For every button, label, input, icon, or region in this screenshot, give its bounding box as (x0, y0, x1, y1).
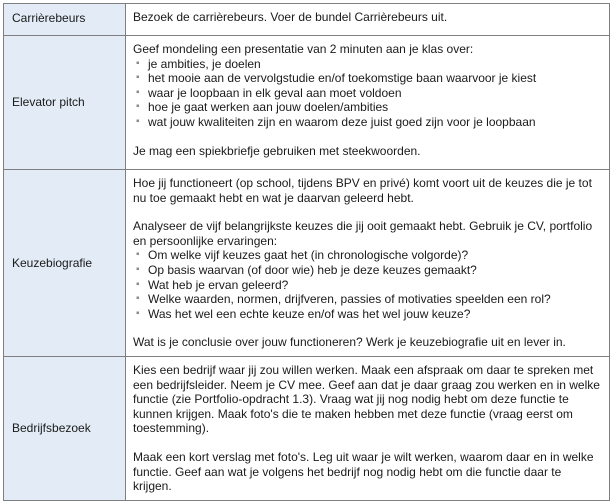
row-label: Elevator pitch (4, 36, 126, 170)
paragraph: Bezoek de carrièrebeurs. Voer de bundel Carrièrebeurs uit. (133, 10, 448, 24)
list-item: ▪ Om welke vijf keuzes gaat het (in chronologische volgorde)? (133, 248, 601, 263)
row-label: Keuzebiografie (4, 170, 126, 357)
row-content (126, 4, 610, 36)
paragraph: Analyseer de vijf belangrijkste keuzes die jij ooit gemaakt hebt. Gebruik je CV, portfolio en persoonlijke ervaringen: (133, 219, 593, 248)
list-item: ▪ wat jouw kwaliteiten zijn en waarom deze juist goed zijn voor je loopbaan (133, 115, 601, 130)
list-item: ▪ waar je loopbaan in elk geval aan moet voldoen (133, 86, 601, 101)
row-content (126, 356, 610, 500)
assignments-table (3, 3, 610, 501)
table-row (4, 36, 610, 170)
table-row (4, 356, 610, 500)
row-label: Carrièrebeurs (4, 4, 126, 36)
table-row (4, 170, 610, 357)
list-item: ▪ Op basis waarvan (of door wie) heb je deze keuzes gemaakt? (133, 263, 601, 278)
intro-text: Geef mondeling een presentatie van 2 minuten aan je klas over: (133, 42, 474, 56)
bullet-list (133, 248, 601, 321)
outro-text: Wat is je conclusie over jouw functioneren? Werk je keuzebiografie uit en lever in. (133, 335, 566, 350)
list-item: ▪ Wat heb je ervan geleerd? (133, 278, 601, 293)
list-item: ▪ je ambities, je doelen (133, 57, 601, 72)
list-item: ▪ hoe je gaat werken aan jouw doelen/ambities (133, 100, 601, 115)
row-label: Bedrijfsbezoek (4, 356, 126, 500)
list-item: ▪ Was het wel een echte keuze en/of was het wel jouw keuze? (133, 307, 601, 322)
row-content (126, 36, 610, 170)
list-item: ▪ Welke waarden, normen, drijfveren, passies of motivaties speelden een rol? (133, 292, 601, 307)
paragraph: Kies een bedrijf waar jij zou willen werken. Maak een afspraak om daar te spreken met een bedrijfsleider. Neem je CV mee. Geef aan dat je daar graag zou werken en in welke functie (zie Portfolio-opdracht 1.3). Vraag wat jij nog nodig hebt om deze functie te kunnen krijgen. Maak foto's die te maken hebben met deze functie (vraag eerst om toestemming). (133, 362, 600, 436)
bullet-list (133, 57, 601, 130)
paragraph: Hoe jij functioneert (op school, tijdens BPV en privé) komt voort uit de keuzes die je tot nu toe gemaakt hebt en wat je daarvan geleerd hebt. (133, 176, 592, 205)
paragraph: Maak een kort verslag met foto's. Leg uit waar je wilt werken, waarom daar en in welke functie. Geef aan wat je volgens het bedrijf nog nodig hebt om die functie daar te krijgen. (133, 449, 594, 494)
table-row (4, 4, 610, 36)
row-content (126, 170, 610, 357)
list-item: ▪ het mooie aan de vervolgstudie en/of toekomstige baan waarvoor je kiest (133, 71, 601, 86)
outro-text: Je mag een spiekbriefje gebruiken met steekwoorden. (133, 143, 421, 158)
